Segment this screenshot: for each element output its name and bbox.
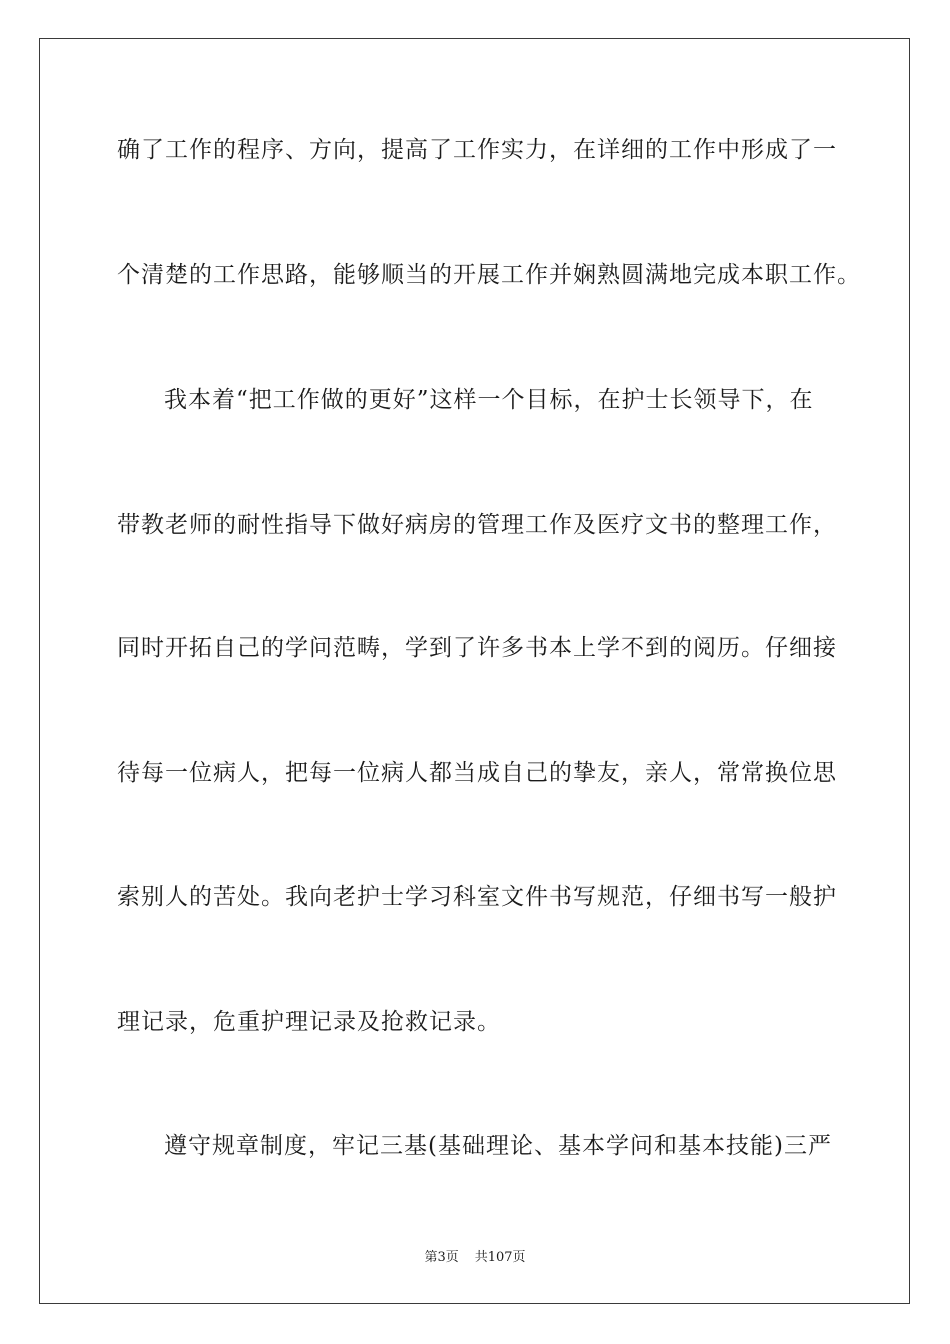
paragraph-start-line: 我本着“把工作做的更好”这样一个目标，在护士长领导下，在 — [164, 387, 814, 413]
paragraph-start-line: 遵守规章制度，牢记三基(基础理论、基本学问和基本技能)三严 — [164, 1133, 832, 1159]
page-footer — [0, 1246, 950, 1265]
body-text-line: 待每一位病人，把每一位病人都当成自己的挚友，亲人，常常换位思 — [117, 760, 837, 786]
body-text-line: 同时开拓自己的学问范畴，学到了许多书本上学不到的阅历。仔细接 — [117, 635, 837, 661]
body-text-line: 确了工作的程序、方向，提高了工作实力，在详细的工作中形成了一 — [117, 137, 837, 163]
body-text-line: 理记录，危重护理记录及抢救记录。 — [117, 1009, 501, 1035]
page-border — [39, 38, 910, 1304]
body-text-line: 索别人的苦处。我向老护士学习科室文件书写规范，仔细书写一般护 — [117, 884, 837, 910]
page-number: 第3页 — [424, 1250, 459, 1265]
page-total: 共107页 — [474, 1250, 526, 1265]
body-text-line: 个清楚的工作思路，能够顺当的开展工作并娴熟圆满地完成本职工作。 — [117, 262, 861, 288]
body-text-line: 带教老师的耐性指导下做好病房的管理工作及医疗文书的整理工作， — [117, 512, 837, 538]
